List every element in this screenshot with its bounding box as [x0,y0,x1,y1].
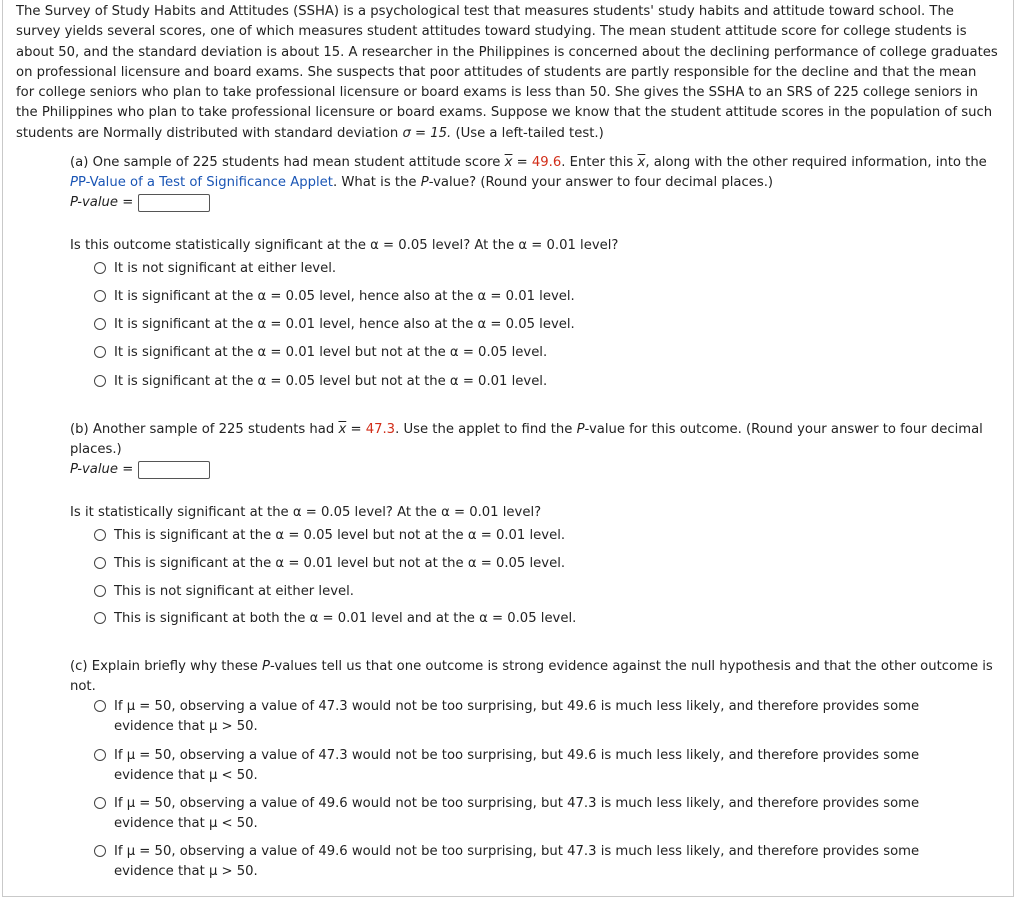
radio-button[interactable] [94,749,106,761]
part-a-pvalue-input[interactable] [138,194,210,212]
radio-button[interactable] [94,529,106,541]
part-a-option-3[interactable]: It is significant at the α = 0.01 level, hence also at the α = 0.05 level. [94,315,964,335]
part-c-option-4[interactable]: If μ = 50, observing a value of 49.6 would not be too surprising, but 47.3 is much less likely, and therefore provides some evidence that μ > 50. [94,842,964,882]
radio-button[interactable] [94,585,106,597]
part-a-option-4[interactable]: It is significant at the α = 0.01 level but not at the α = 0.05 level. [94,343,964,363]
part-a-option-1[interactable]: It is not significant at either level. [94,259,964,279]
radio-button[interactable] [94,318,106,330]
part-a-option-2[interactable]: It is significant at the α = 0.05 level, hence also at the α = 0.01 level. [94,287,964,307]
radio-button[interactable] [94,845,106,857]
radio-button[interactable] [94,375,106,387]
sigma-expression: σ = 15. [402,125,452,141]
tail-note: (Use a left-tailed test.) [455,125,604,141]
applet-link[interactable]: PP-Value of a Test of Significance Applet [70,175,333,190]
radio-button[interactable] [94,557,106,569]
xbar-symbol: $\overline{x}$ [637,155,646,170]
part-a-pvalue-row [70,193,1000,213]
part-b-significance-question: Is it statistically significant at the α = 0.05 level? At the α = 0.01 level? [70,505,542,520]
pvalue-label: P-value = [70,195,134,210]
part-b-prompt: (b) Another sample of 225 students had $\overline{x} = 47.3$. Use the applet to find the P-value for this outcome. (Round your answer to four decimal places.) [70,422,983,457]
part-b-pvalue-input[interactable] [138,461,210,479]
xbar-symbol: $\overline{x}$ [504,155,513,170]
problem-statement [16,2,998,144]
part-a-option-5[interactable]: It is significant at the α = 0.05 level but not at the α = 0.01 level. [94,372,964,392]
part-b-option-2[interactable]: This is significant at the α = 0.01 level but not at the α = 0.05 level. [94,554,964,574]
pvalue-label: P-value = [70,462,134,477]
part-b-option-1[interactable]: This is significant at the α = 0.05 level but not at the α = 0.01 level. [94,526,964,546]
problem-text: The Survey of Study Habits and Attitudes (SSHA) is a psychological test that measures students' study habits and attitude toward school. The survey yields several scores, one of which measures student attitudes toward studying. The mean student attitude score for college students is about 50, and the standard deviation is about 15. A researcher in the Philippines is concerned about the declining performance of college graduates on professional licensure and board exams. She suspects that poor attitudes of students are partly responsible for the decline and that the mean for college seniors who plan to take professional licensure or board exams is less than 50. She gives the SSHA to an SRS of 225 college seniors in the Philippines who plan to take professional licensure or board exams. Suppose we know that the student attitude scores in the population of such students are Normally distributed with standard deviation [16,4,998,141]
radio-button[interactable] [94,797,106,809]
xbar-value: 49.6 [531,155,562,170]
radio-button[interactable] [94,700,106,712]
radio-button[interactable] [94,262,106,274]
part-c-prompt: (c) Explain briefly why these P-values tell us that one outcome is strong evidence against the null hypothesis and that the other outcome is not. [70,659,993,694]
radio-button[interactable] [94,612,106,624]
radio-button[interactable] [94,346,106,358]
part-b-option-3[interactable]: This is not significant at either level. [94,582,964,602]
part-a-prompt: (a) One sample of 225 students had mean student attitude score $\overline{x} = 49.6$. Enter this $\overline{x}$, along with the other required information, into the PP-Value of a Test of Significance Applet. What is the P-value? (Round your answer to four decimal places.) [70,155,987,190]
xbar-symbol: $\overline{x}$ [338,422,347,437]
part-c-option-2[interactable]: If μ = 50, observing a value of 47.3 would not be too surprising, but 49.6 is much less likely, and therefore provides some evidence that μ < 50. [94,746,964,786]
radio-button[interactable] [94,290,106,302]
xbar-value: 47.3 [365,422,396,437]
part-b-pvalue-row [70,460,1000,480]
part-b-option-4[interactable]: This is significant at both the α = 0.01 level and at the α = 0.05 level. [94,609,964,629]
part-c-option-1[interactable]: If μ = 50, observing a value of 47.3 would not be too surprising, but 49.6 is much less likely, and therefore provides some evidence that μ > 50. [94,697,964,737]
part-a-significance-question: Is this outcome statistically significant at the α = 0.05 level? At the α = 0.01 level? [70,238,619,253]
part-c-option-3[interactable]: If μ = 50, observing a value of 49.6 would not be too surprising, but 47.3 is much less likely, and therefore provides some evidence that μ < 50. [94,794,964,834]
